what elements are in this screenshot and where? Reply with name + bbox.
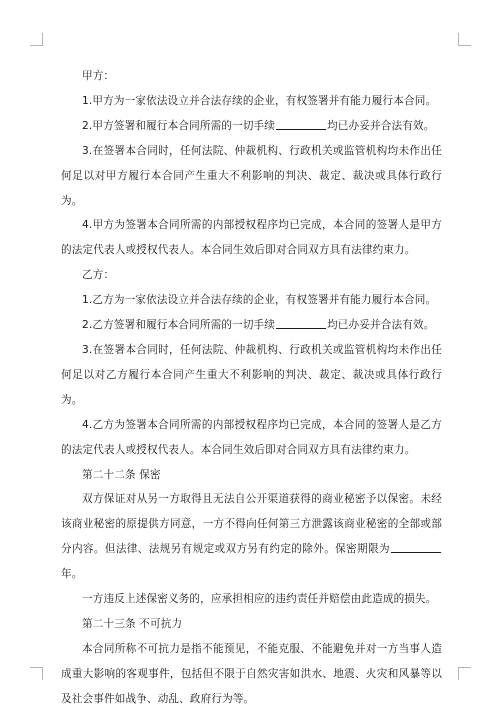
fill-in-blank bbox=[391, 542, 441, 553]
fill-in-blank bbox=[276, 318, 326, 329]
fill-in-blank bbox=[276, 119, 326, 130]
article-22-paragraph-2: 一方违反上述保密义务的，应承担相应的违约责任并赔偿由此造成的损失。 bbox=[82, 593, 437, 606]
crop-mark-top-right bbox=[458, 33, 471, 46]
article-23-paragraph-1: 本合同所称不可抗力是指不能预见，不能克服、不能避免并对一方当事人造成重大影响的客观事件，包括但不限于自然灾害如洪水、地震、火灾和风暴等以及社会事件如战争、动乱、政府行为等。 bbox=[61, 642, 442, 705]
party-a-clause-3: 3.在签署本合同时，任何法院、仲裁机构、行政机关或监管机构均未作出任何足以对甲方履行本合同产生重大不利影响的判决、裁定、裁决或具体行政行为。 bbox=[61, 144, 442, 207]
document-body bbox=[61, 64, 442, 712]
article-22-paragraph-1-text: 双方保证对从另一方取得且无法自公开渠道获得的商业秘密予以保密。未经该商业秘密的原提供方同意，一方不得向任何第三方泄露该商业秘密的全部或部分内容。但法律、法规另有规定或双方另有约定的除外。保密期限为 bbox=[61, 493, 442, 556]
article-22-paragraph-1-suffix: 年。 bbox=[61, 568, 83, 581]
party-b-clause-2 bbox=[61, 313, 442, 338]
article-23-heading: 第二十三条 不可抗力 bbox=[82, 617, 183, 630]
party-a-clause-2-text-after: 均已办妥并合法有效。 bbox=[327, 119, 435, 132]
crop-mark-top-left bbox=[30, 33, 43, 46]
article-22-paragraph-1 bbox=[61, 487, 442, 587]
crop-mark-bottom-left bbox=[30, 667, 43, 680]
party-b-clause-1: 1.乙方为一家依法设立并合法存续的企业，有权签署并有能力履行本合同。 bbox=[82, 294, 437, 307]
party-a-clause-2-text-before: 2.甲方签署和履行本合同所需的一切手续 bbox=[82, 119, 276, 132]
party-a-clause-1: 1.甲方为一家依法设立并合法存续的企业，有权签署并有能力履行本合同。 bbox=[82, 94, 437, 107]
party-a-clause-2 bbox=[61, 114, 442, 139]
party-b-heading: 乙方： bbox=[82, 269, 115, 282]
party-a-heading: 甲方： bbox=[82, 70, 115, 82]
party-b-clause-4: 4.乙方为签署本合同所需的内部授权程序均已完成，本合同的签署人是乙方的法定代表人或授权代表人。本合同生效后即对合同双方具有法律约束力。 bbox=[61, 418, 442, 456]
party-b-clause-2-text-before: 2.乙方签署和履行本合同所需的一切手续 bbox=[82, 319, 276, 332]
article-22-heading: 第二十二条 保密 bbox=[82, 468, 161, 481]
party-b-clause-2-text-after: 均已办妥并合法有效。 bbox=[327, 319, 435, 332]
crop-mark-bottom-right bbox=[458, 667, 471, 680]
party-a-clause-4: 4.甲方为签署本合同所需的内部授权程序均已完成，本合同的签署人是甲方的法定代表人或授权代表人。本合同生效后即对合同双方具有法律约束力。 bbox=[61, 219, 442, 257]
party-b-clause-3: 3.在签署本合同时，任何法院、仲裁机构、行政机关或监管机构均未作出任何足以对乙方履行本合同产生重大不利影响的判决、裁定、裁决或具体行政行为。 bbox=[61, 343, 442, 406]
